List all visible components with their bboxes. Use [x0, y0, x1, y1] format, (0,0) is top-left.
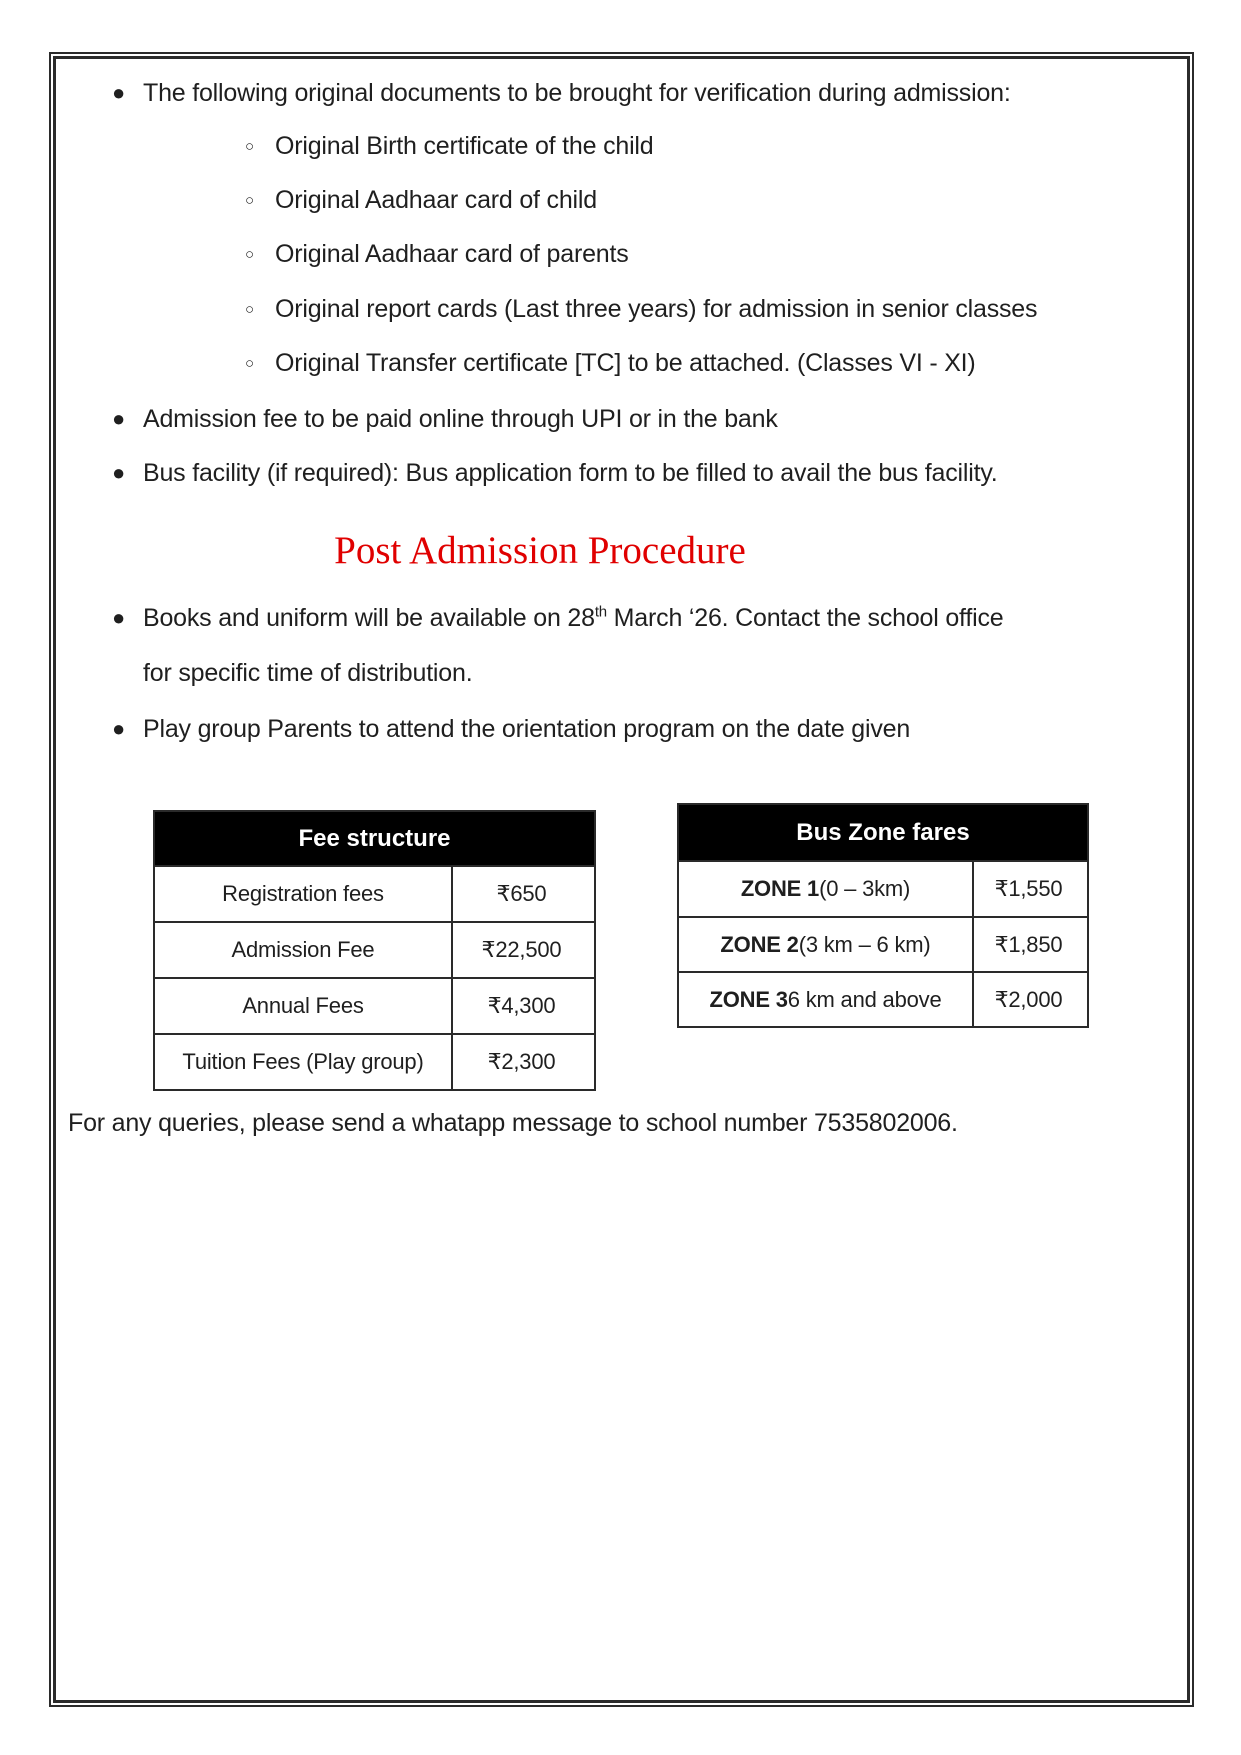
post-admission-heading: Post Admission Procedure	[334, 528, 746, 572]
fee-table-row	[155, 921, 594, 977]
fee-label: Annual Fees	[242, 993, 364, 1018]
fee-label: Registration fees	[222, 881, 384, 906]
bullet-dot-icon: ●	[112, 80, 126, 105]
circle-bullet-icon: ○	[245, 191, 254, 209]
books-text-line2: for specific time of distribution.	[143, 658, 473, 687]
circle-bullet-icon: ○	[245, 354, 254, 372]
circle-bullet-icon: ○	[245, 137, 254, 155]
document-item	[245, 173, 597, 227]
document-item	[245, 336, 976, 390]
bus-zone-fares-table	[677, 803, 1089, 1028]
circle-bullet-icon: ○	[245, 245, 254, 263]
admission-fee-text: Admission fee to be paid online through UPI or in the bank	[143, 404, 778, 433]
document-item-text: Original Birth certificate of the child	[275, 131, 654, 160]
bus-table-title: Bus Zone fares	[679, 805, 1087, 860]
fee-value: ₹22,500	[451, 923, 590, 977]
bullet-dot-icon: ●	[112, 406, 126, 431]
intro-text: The following original documents to be brought for verification during admission:	[143, 78, 1011, 107]
zone-fare: ₹1,550	[972, 862, 1083, 916]
circle-bullet-icon: ○	[245, 300, 254, 318]
fee-table-row	[155, 977, 594, 1033]
bullet-dot-icon: ●	[112, 716, 126, 741]
fee-value: ₹4,300	[451, 979, 590, 1033]
bus-table-row	[679, 916, 1087, 971]
fee-table-title: Fee structure	[155, 812, 594, 865]
bus-facility-bullet	[112, 446, 998, 500]
fee-label: Tuition Fees (Play group)	[182, 1049, 424, 1074]
fee-table-row	[155, 1033, 594, 1089]
zone-label: ZONE 1 (0 – 3km)	[740, 876, 911, 901]
bus-table-row	[679, 971, 1087, 1026]
document-item-text: Original Aadhaar card of parents	[275, 239, 629, 268]
zone-fare: ₹1,850	[972, 918, 1083, 971]
document-item	[245, 119, 653, 173]
zone-fare: ₹2,000	[972, 973, 1083, 1026]
admission-fee-bullet	[112, 392, 778, 446]
zone-label: ZONE 3 6 km and above	[709, 986, 942, 1012]
books-bullet	[112, 591, 1003, 645]
fee-value: ₹650	[451, 867, 590, 921]
bullet-dot-icon: ●	[112, 460, 126, 485]
intro-bullet	[112, 66, 1011, 120]
playgroup-text: Play group Parents to attend the orientation program on the date given	[143, 714, 911, 743]
books-text-line1: Books and uniform will be available on 28th March ‘26. Contact the school office	[143, 603, 1004, 632]
bus-facility-text: Bus facility (if required): Bus application form to be filled to avail the bus facility.	[143, 458, 998, 487]
document-item-text: Original Aadhaar card of child	[275, 185, 597, 214]
document-item	[245, 227, 629, 281]
playgroup-bullet	[112, 702, 910, 756]
fee-label: Admission Fee	[231, 937, 375, 962]
fee-table-row	[155, 865, 594, 921]
document-item-text: Original report cards (Last three years) for admission in senior classes	[275, 294, 1038, 323]
queries-footer: For any queries, please send a whatapp message to school number 7535802006.	[68, 1108, 958, 1137]
document-item	[245, 282, 1037, 336]
zone-label: ZONE 2 (3 km – 6 km)	[720, 931, 931, 957]
fee-value: ₹2,300	[451, 1035, 590, 1089]
document-item-text: Original Transfer certificate [TC] to be attached. (Classes VI - XI)	[275, 348, 976, 377]
fee-structure-table	[153, 810, 596, 1091]
ordinal-superscript: th	[594, 603, 607, 621]
bus-table-row	[679, 860, 1087, 916]
bullet-dot-icon: ●	[112, 605, 126, 630]
